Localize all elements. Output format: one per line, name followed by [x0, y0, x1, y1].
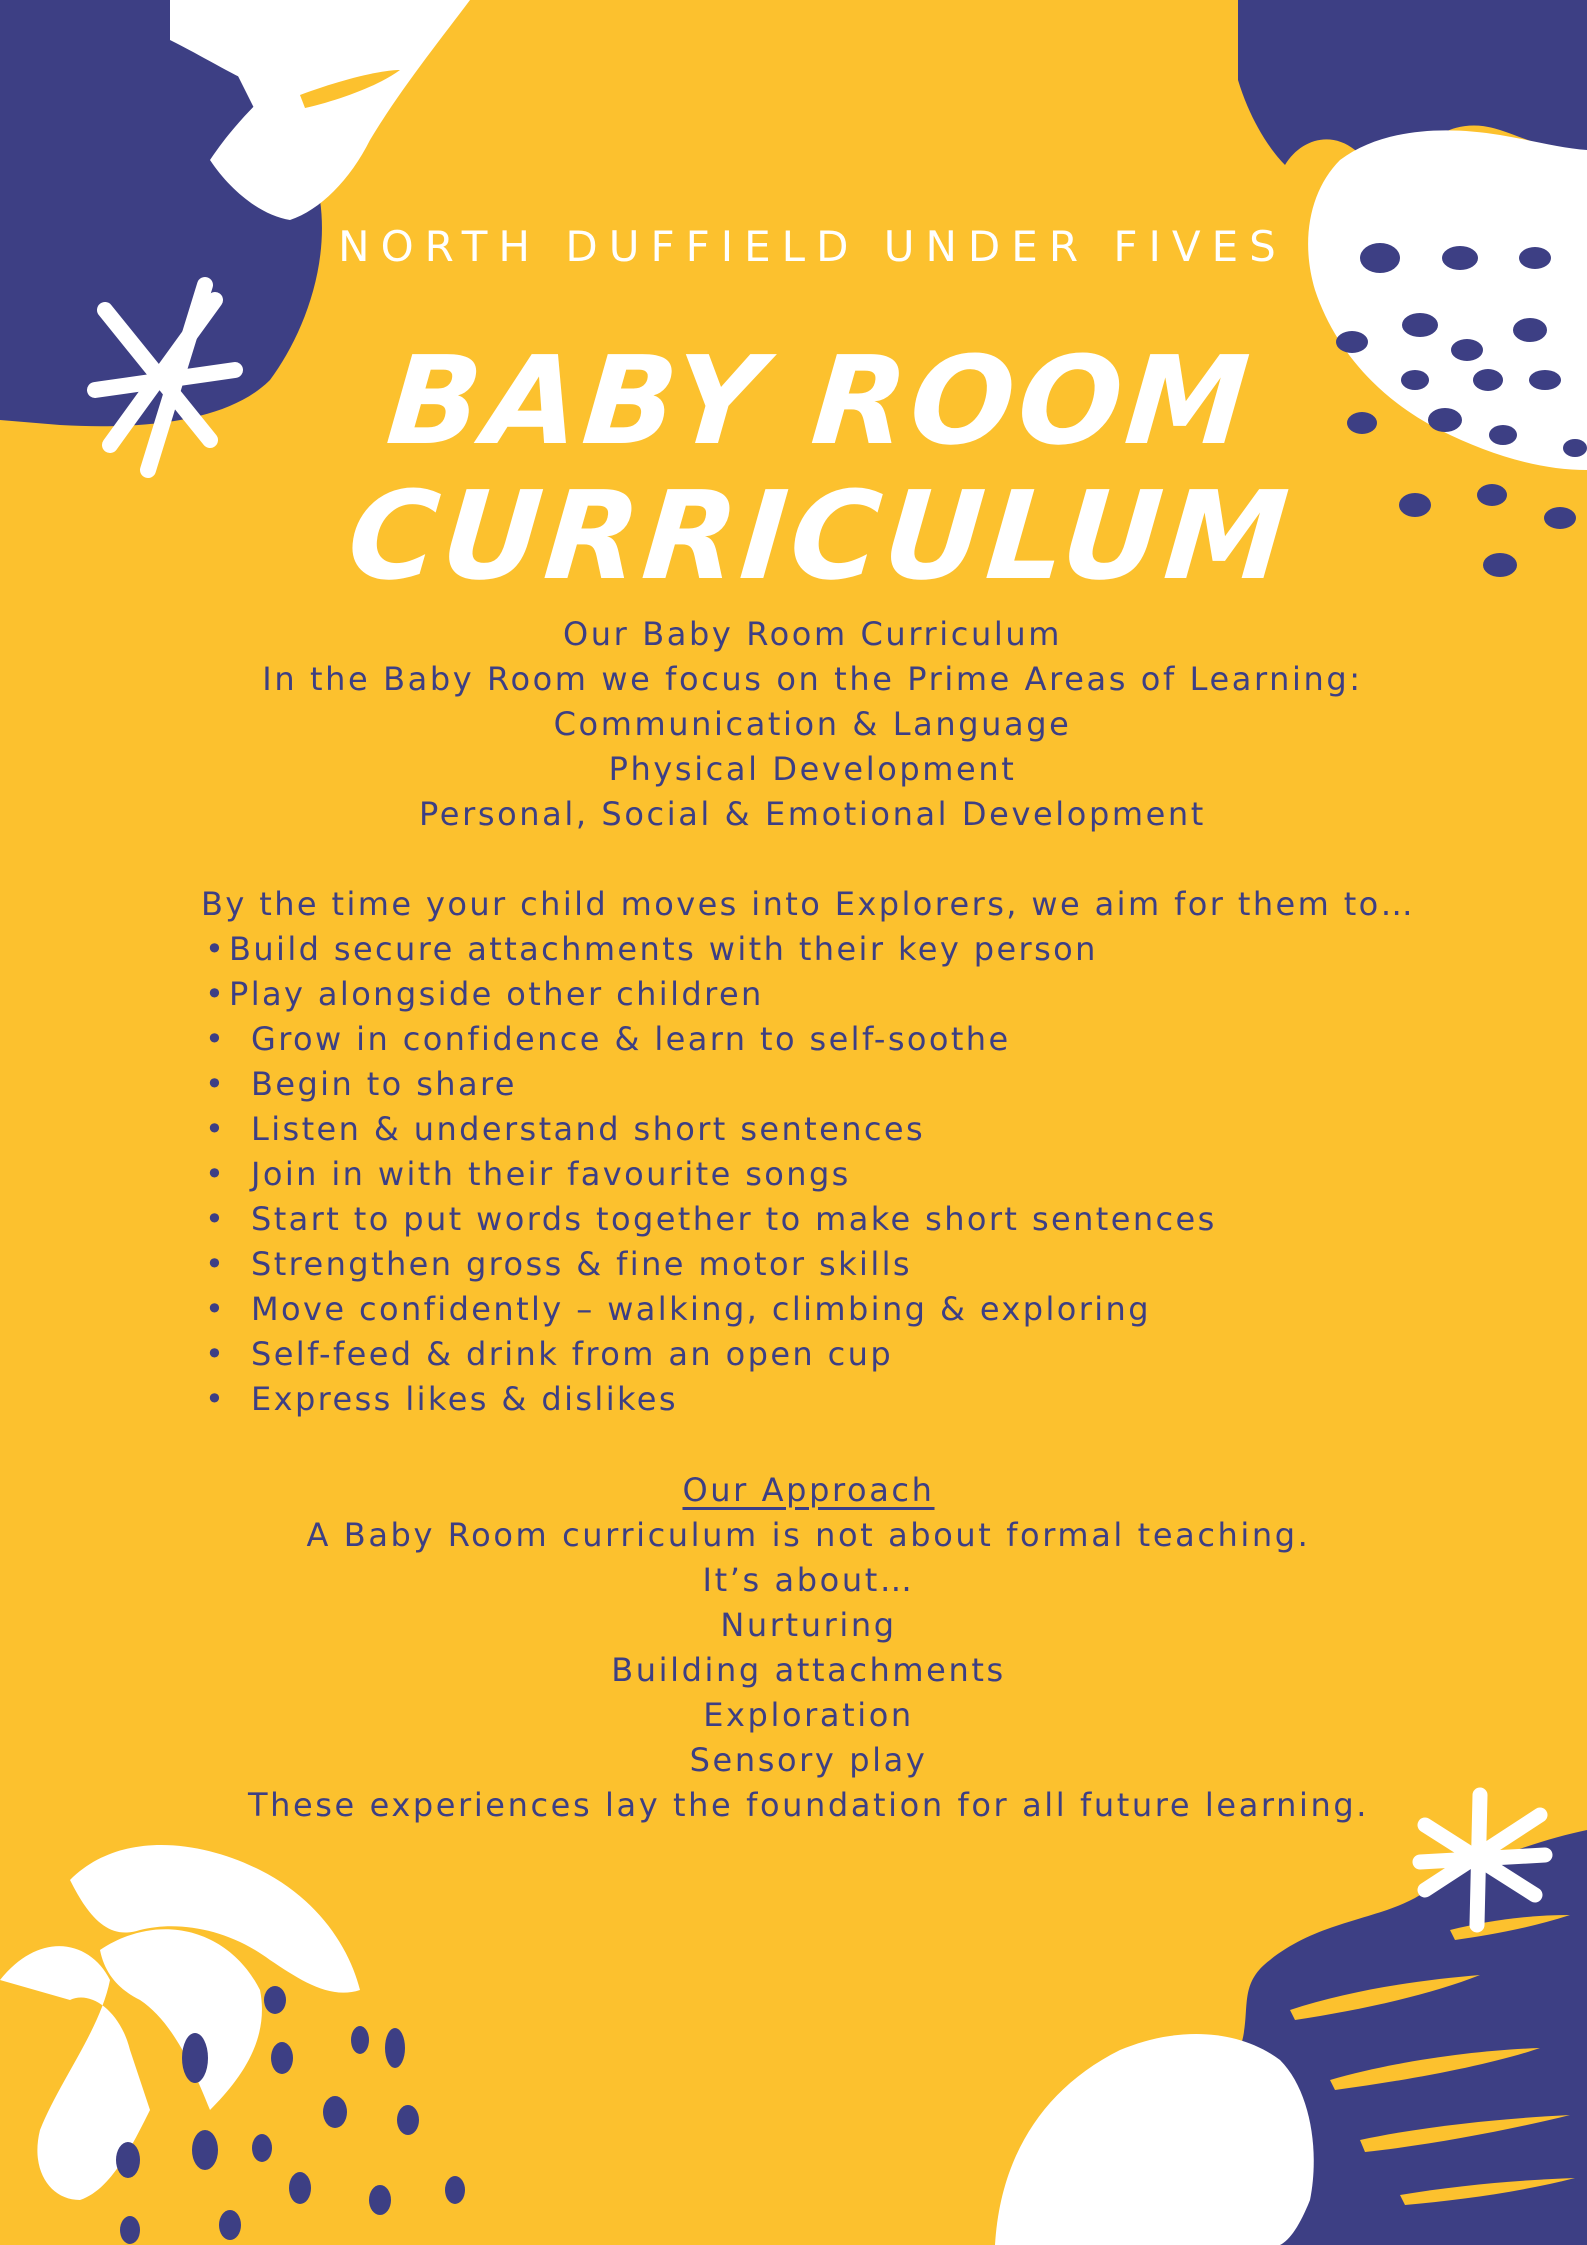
- bullet-icon: •: [205, 1335, 227, 1373]
- aim-item: [205, 1017, 1217, 1062]
- approach-heading: [0, 1468, 1587, 1513]
- bullet-icon: •: [205, 1155, 227, 1193]
- intro-section: [0, 612, 1587, 837]
- aim-item: [205, 1152, 1217, 1197]
- approach-line: These experiences lay the foundation for all future learning.: [247, 1786, 1370, 1824]
- bullet-icon: •: [205, 1245, 227, 1283]
- bullet-icon: •: [205, 930, 227, 968]
- approach-line: Nurturing: [720, 1606, 897, 1644]
- aims-heading: By the time your child moves into Explorers, we aim for them to…: [201, 885, 1416, 923]
- bottom-right-white-shape: [995, 2034, 1314, 2245]
- approach-section: [0, 1468, 1587, 1828]
- aim-item: [205, 1377, 1217, 1422]
- approach-line: Exploration: [703, 1696, 914, 1734]
- aim-item: [205, 972, 1217, 1017]
- aim-text: Self-feed & drink from an open cup: [251, 1335, 894, 1373]
- organisation-name: NORTH DUFFIELD UNDER FIVES: [338, 222, 1287, 271]
- aim-text: Play alongside other children: [229, 975, 764, 1013]
- aim-text: Build secure attachments with their key person: [229, 930, 1098, 968]
- prime-area-1: Communication & Language: [553, 705, 1072, 743]
- bullet-icon: •: [205, 1020, 227, 1058]
- approach-line: Sensory play: [689, 1741, 928, 1779]
- title-line-1: BABY ROOM: [382, 330, 1258, 472]
- aim-item: [205, 1287, 1217, 1332]
- bullet-icon: •: [205, 1290, 227, 1328]
- aim-text: Strengthen gross & fine motor skills: [251, 1245, 912, 1283]
- aim-item: [205, 1062, 1217, 1107]
- approach-line: A Baby Room curriculum is not about formal teaching.: [306, 1516, 1311, 1554]
- intro-heading: Our Baby Room Curriculum: [563, 615, 1062, 653]
- aim-text: Move confidently – walking, climbing & exploring: [251, 1290, 1151, 1328]
- prime-area-2: Physical Development: [608, 750, 1017, 788]
- aim-text: Express likes & dislikes: [251, 1380, 678, 1418]
- bullet-icon: •: [205, 1110, 227, 1148]
- aim-item: [205, 1107, 1217, 1152]
- aims-list: [205, 927, 1217, 1422]
- bullet-icon: •: [205, 1200, 227, 1238]
- aim-text: Join in with their favourite songs: [251, 1155, 851, 1193]
- approach-heading-text: Our Approach: [682, 1471, 935, 1509]
- prime-area-3: Personal, Social & Emotional Development: [419, 795, 1206, 833]
- approach-line: It’s about…: [702, 1561, 915, 1599]
- aim-item: [205, 1242, 1217, 1287]
- aim-item: [205, 1197, 1217, 1242]
- bullet-icon: •: [205, 1380, 227, 1418]
- aim-item: [205, 927, 1217, 972]
- approach-line: Building attachments: [611, 1651, 1006, 1689]
- intro-focus: In the Baby Room we focus on the Prime Areas of Learning:: [262, 660, 1363, 698]
- title-line-2: CURRICULUM: [342, 465, 1298, 607]
- aim-item: [205, 1332, 1217, 1377]
- aim-text: Start to put words together to make short sentences: [251, 1200, 1217, 1238]
- bullet-icon: •: [205, 975, 227, 1013]
- aim-text: Begin to share: [251, 1065, 517, 1103]
- bullet-icon: •: [205, 1065, 227, 1103]
- aim-text: Grow in confidence & learn to self-soothe: [251, 1020, 1011, 1058]
- aim-text: Listen & understand short sentences: [251, 1110, 926, 1148]
